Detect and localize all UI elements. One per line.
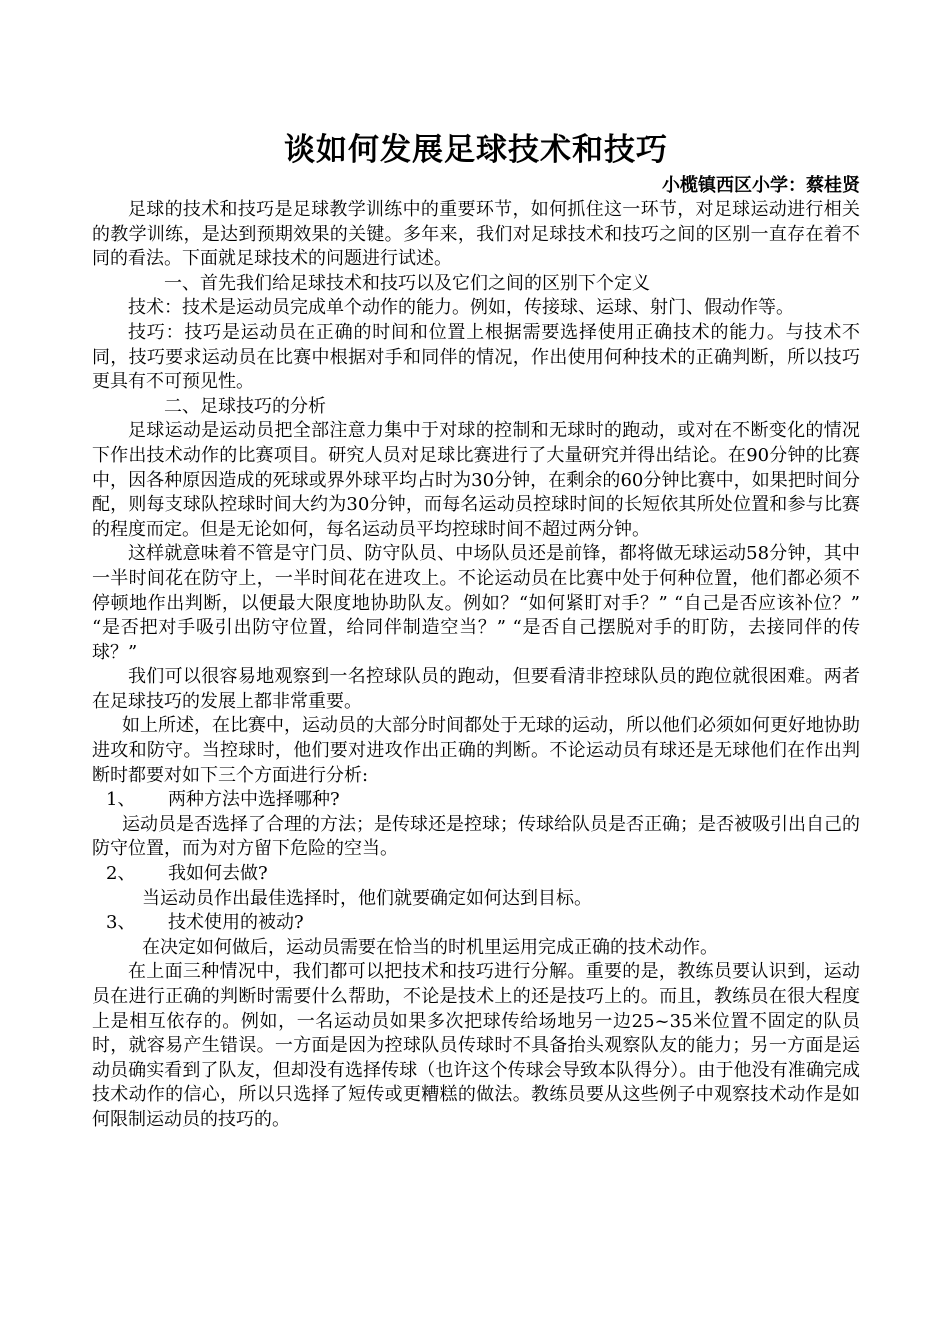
paragraph: 技术：技术是运动员完成单个动作的能力。例如，传接球、运球、射门、假动作等。 [128, 297, 794, 319]
author-line: 小榄镇西区小学：蔡桂贤 [662, 175, 860, 196]
document-title: 谈如何发展足球技术和技巧 [284, 132, 668, 168]
list-item [92, 911, 860, 936]
list-text: 我如何去做? [168, 863, 268, 885]
paragraph: 如上所述，在比赛中，运动员的大部分时间都处于无球的运动，所以他们必须如何更好地协助进攻和防守。当控球时，他们要对进攻作出正确的判断。不论运动员有球还是无球他们在作出判断时都要对如下三个方面进行分析: [92, 715, 860, 786]
section-heading: 一、首先我们给足球技术和技巧以及它们之间的区别下个定义 [164, 272, 650, 294]
paragraph: 足球运动是运动员把全部注意力集中于对球的控制和无球时的跑动，或对在不断变化的情况下作出技术动作的比赛项目。研究人员对足球比赛进行了大量研究并得出结论。在90分钟的比赛中，因各种原因造成的死球或界外球平均占时为30分钟，在剩余的60分钟比赛中，如果把时间分配，则每支球队控球时间大约为30分钟，而每名运动员控球时间的长短依其所处位置和参与比赛的程度而定。但是无论如何，每名运动员平均控球时间不超过两分钟。 [92, 420, 860, 540]
paragraph: 运动员是否选择了合理的方法；是传球还是控球；传球给队员是否正确；是否被吸引出自己的防守位置，而为对方留下危险的空当。 [92, 813, 860, 860]
list-item [92, 788, 860, 813]
document-page [92, 128, 860, 1133]
paragraph: 我们可以很容易地观察到一名控球队员的跑动，但要看清非控球队员的跑位就很困难。两者在足球技巧的发展上都非常重要。 [92, 666, 860, 712]
paragraph: 足球的技术和技巧是足球教学训练中的重要环节，如何抓住这一环节，对足球运动进行相关的教学训练，是达到预期效果的关键。多年来，我们对足球技术和技巧之间的区别一直存在着不同的看法。下面就足球技术的问题进行试述。 [92, 199, 860, 270]
paragraph: 当运动员作出最佳选择时，他们就要确定如何达到目标。 [142, 887, 592, 909]
paragraph: 技巧：技巧是运动员在正确的时间和位置上根据需要选择使用正确技术的能力。与技术不同，技巧要求运动员在比赛中根据对手和同伴的情况，作出使用何种技术的正确判断，所以技巧更具有不可预见性。 [92, 321, 860, 393]
list-number: 2、 [106, 863, 136, 885]
list-number: 3、 [106, 912, 136, 934]
list-item [92, 862, 860, 887]
section-heading: 二、足球技巧的分析 [164, 395, 326, 417]
paragraph: 在决定如何做后，运动员需要在恰当的时机里运用完成正确的技术动作。 [142, 936, 718, 958]
list-number: 1、 [106, 789, 136, 811]
list-text: 两种方法中选择哪种? [168, 789, 340, 811]
list-text: 技术使用的被动? [168, 912, 304, 934]
paragraph: 这样就意味着不管是守门员、防守队员、中场队员还是前锋，都将做无球运动58分钟，其中一半时间花在防守上，一半时间花在进攻上。不论运动员在比赛中处于何种位置，他们都必须不停顿地作出判断，以便最大限度地协助队友。例如？“如何紧盯对手？” “自己是否应该补位？” “是否把对手吸引出防守位置，给同伴制造空当？” “是否自己摆脱对手的盯防，去接同伴的传球？” [92, 543, 860, 663]
paragraph: 在上面三种情况中，我们都可以把技术和技巧进行分解。重要的是，教练员要认识到，运动员在进行正确的判断时需要什么帮助，不论是技术上的还是技巧上的。而且，教练员在很大程度上是相互依存的。例如，一名运动员如果多次把球传给场地另一边25~35米位置不固定的队员时，就容易产生错误。一方面是因为控球队员传球时不具备抬头观察队友的能力；另一方面是运动员确实看到了队友，但却没有选择传球（也许这个传球会导致本队得分）。由于他没有准确完成技术动作的信心，所以只选择了短传或更糟糕的做法。教练员要从这些例子中观察技术动作是如何限制运动员的技巧的。 [92, 961, 860, 1130]
